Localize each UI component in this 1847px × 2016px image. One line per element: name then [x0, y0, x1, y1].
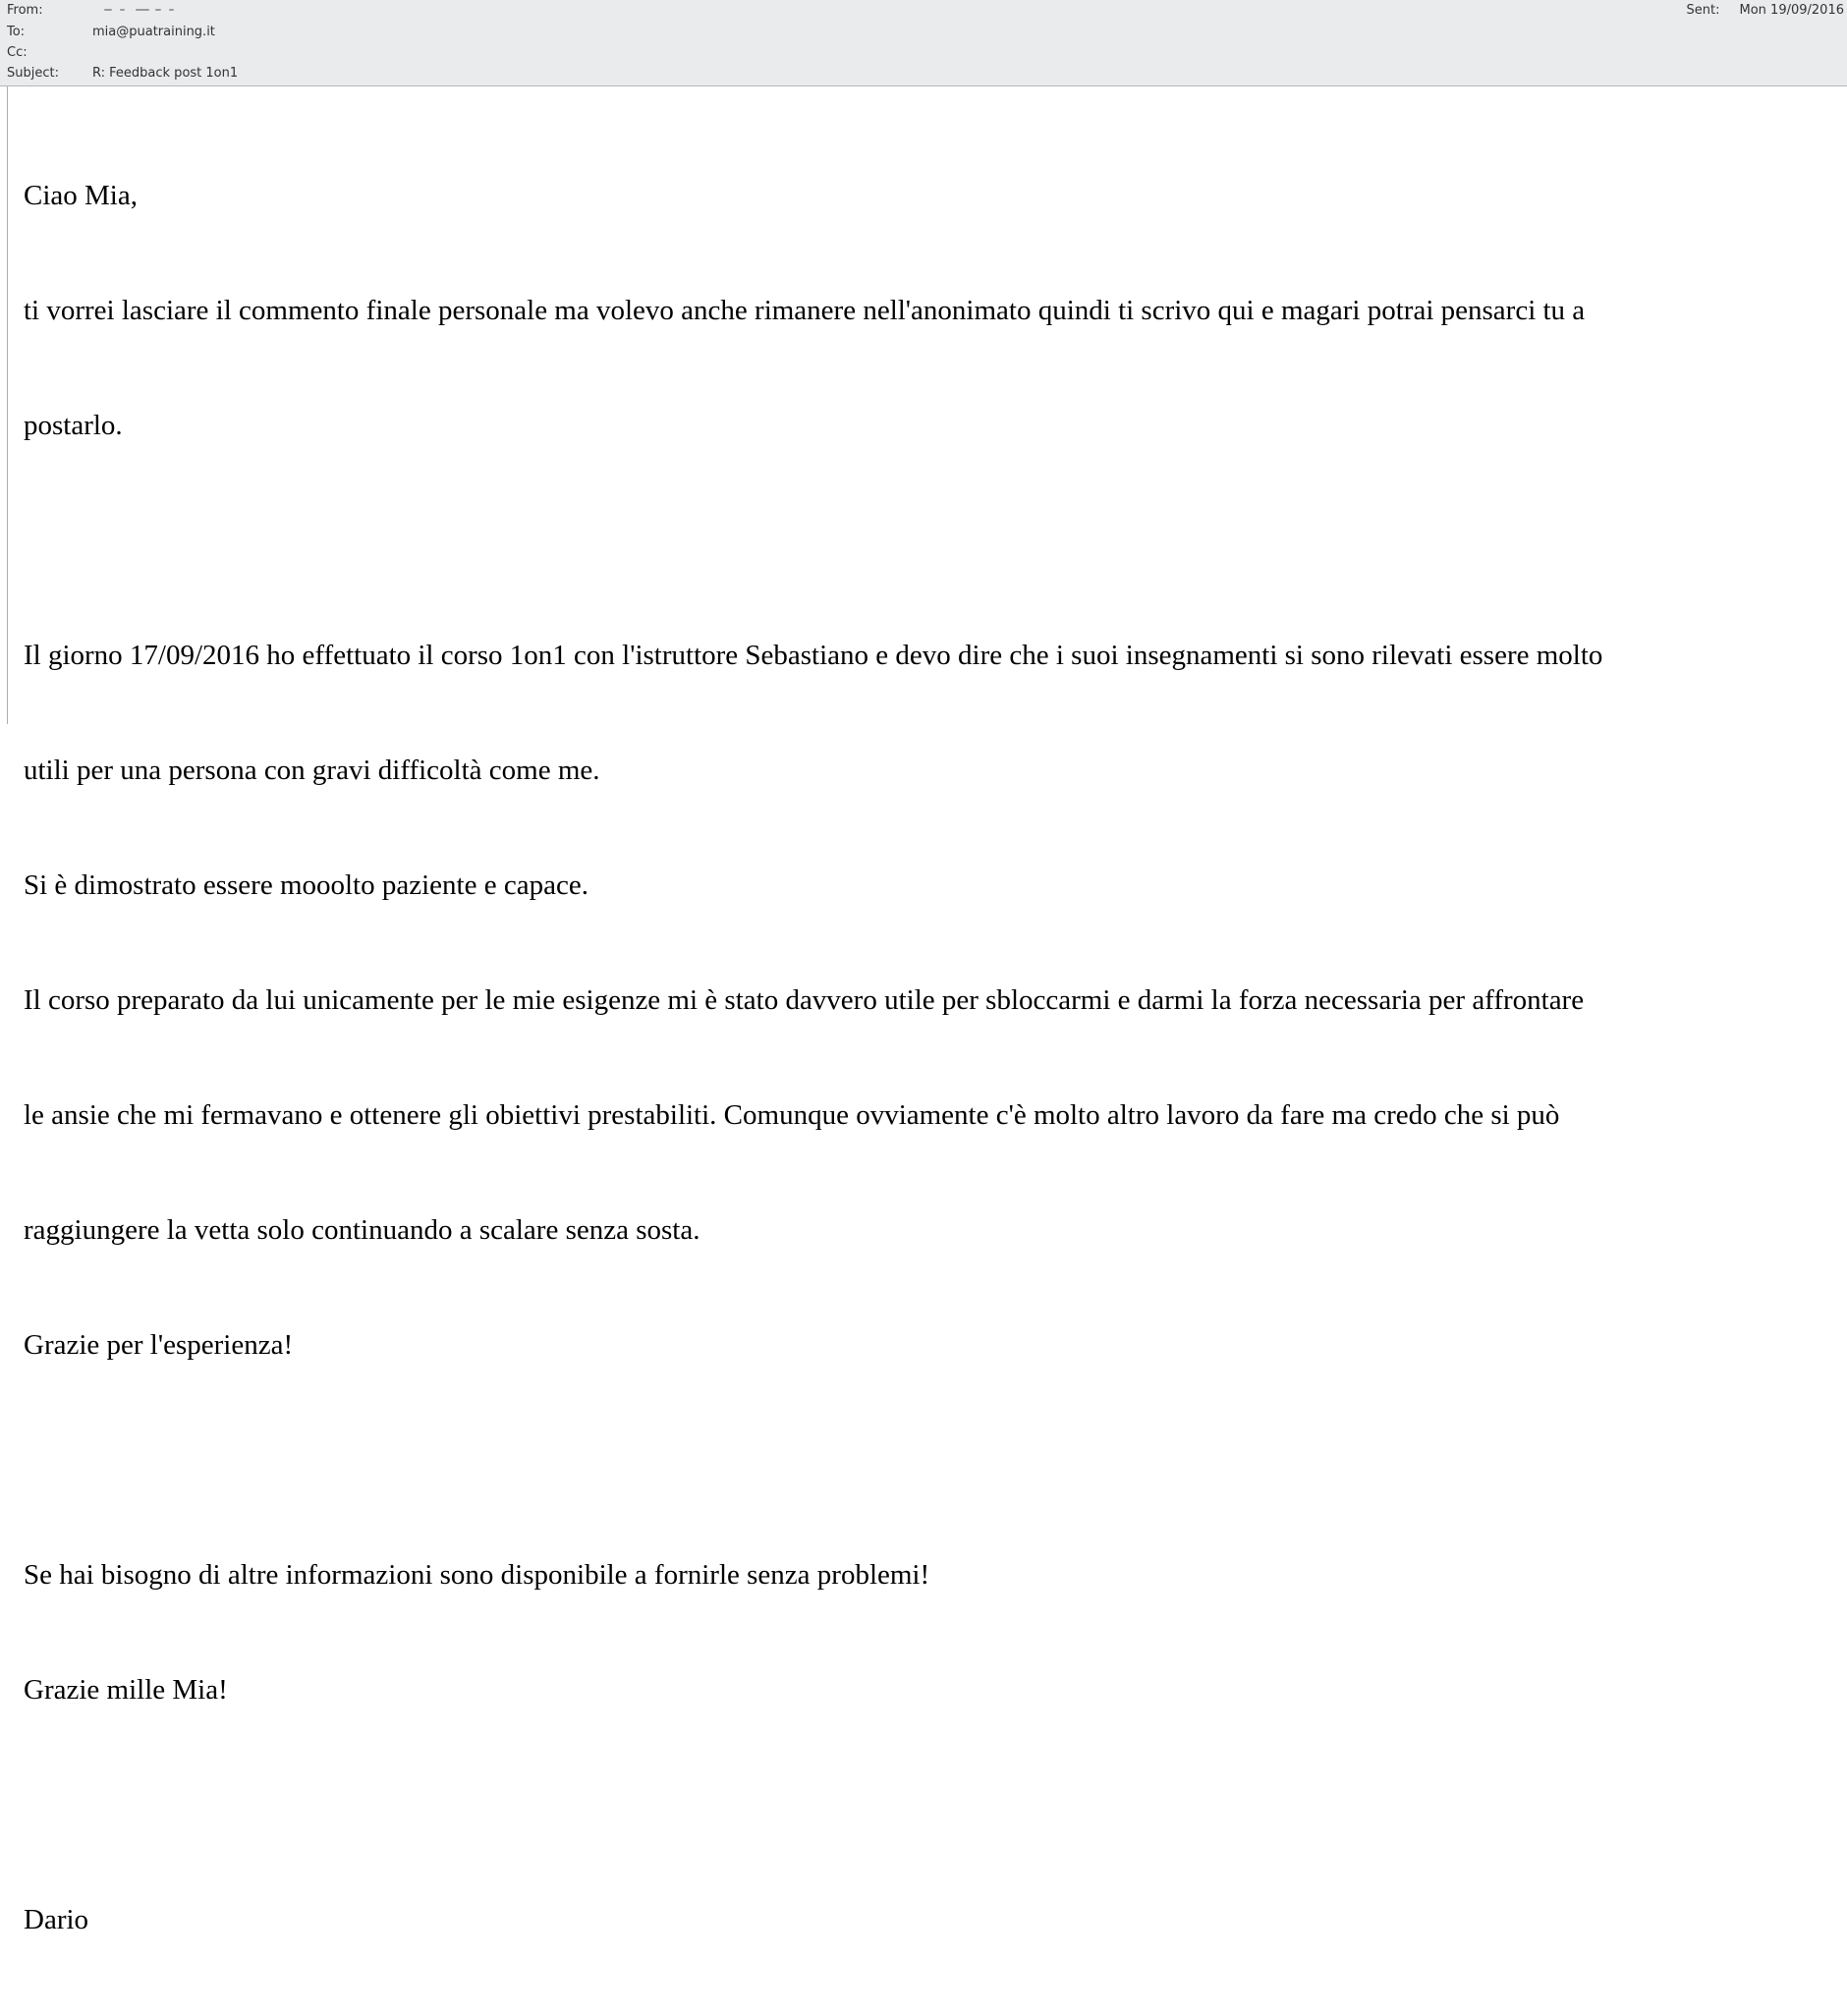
message-text — [24, 100, 1847, 2016]
body-line: Il corso preparato da lui unicamente per le mie esigenze mi è stato davvero utile per sbloccarmi e darmi la forza necessaria per affrontare — [24, 984, 1585, 1016]
body-line: Dario — [24, 1904, 89, 1935]
body-line — [24, 522, 1847, 560]
body-line: Il giorno 17/09/2016 ho effettuato il corso 1on1 con l'istruttore Sebastiano e devo dire che i suoi insegnamenti si sono rilevati essere molto — [24, 640, 1603, 671]
body-line — [24, 1786, 1847, 1824]
body-line: Ciao Mia, — [24, 180, 138, 211]
cc-label: Cc: — [7, 45, 28, 60]
to-row — [0, 24, 1847, 41]
body-line: utili per una persona con gravi difficoltà come me. — [24, 755, 600, 786]
from-row — [0, 2, 1847, 20]
body-line: postarlo. — [24, 410, 123, 441]
sent-label: Sent: — [1686, 3, 1720, 18]
body-line — [24, 1441, 1847, 1480]
body-line: Si è dimostrato essere mooolto paziente e capace. — [24, 869, 588, 901]
body-line: Grazie per l'esperienza! — [24, 1329, 294, 1361]
body-line: raggiungere la vetta solo continuando a scalare senza sosta. — [24, 1214, 700, 1246]
sent-info — [1687, 2, 1844, 20]
from-value-redacted — [92, 7, 187, 13]
subject-label: Subject: — [7, 66, 59, 81]
from-label: From: — [7, 3, 43, 18]
sent-value: Mon 19/09/2016 — [1739, 3, 1844, 18]
message-header — [0, 0, 1847, 86]
body-line: Grazie mille Mia! — [24, 1674, 228, 1706]
to-value[interactable]: mia@puatraining.it — [92, 25, 215, 39]
body-line: Se hai bisogno di altre informazioni sono disponibile a fornirle senza problemi! — [24, 1559, 930, 1591]
subject-row — [0, 65, 1847, 83]
body-left-border — [7, 86, 8, 724]
body-line: ti vorrei lasciare il commento finale personale ma volevo anche rimanere nell'anonimato quindi ti scrivo qui e magari potrai pensarci tu a — [24, 295, 1586, 326]
to-label: To: — [7, 25, 26, 39]
body-line: le ansie che mi fermavano e ottenere gli obiettivi prestabiliti. Comunque ovviamente c'è molto altro lavoro da fare ma credo che si può — [24, 1099, 1560, 1131]
subject-value: R: Feedback post 1on1 — [92, 66, 239, 81]
cc-row — [0, 44, 1847, 62]
message-body[interactable] — [0, 86, 1847, 1935]
